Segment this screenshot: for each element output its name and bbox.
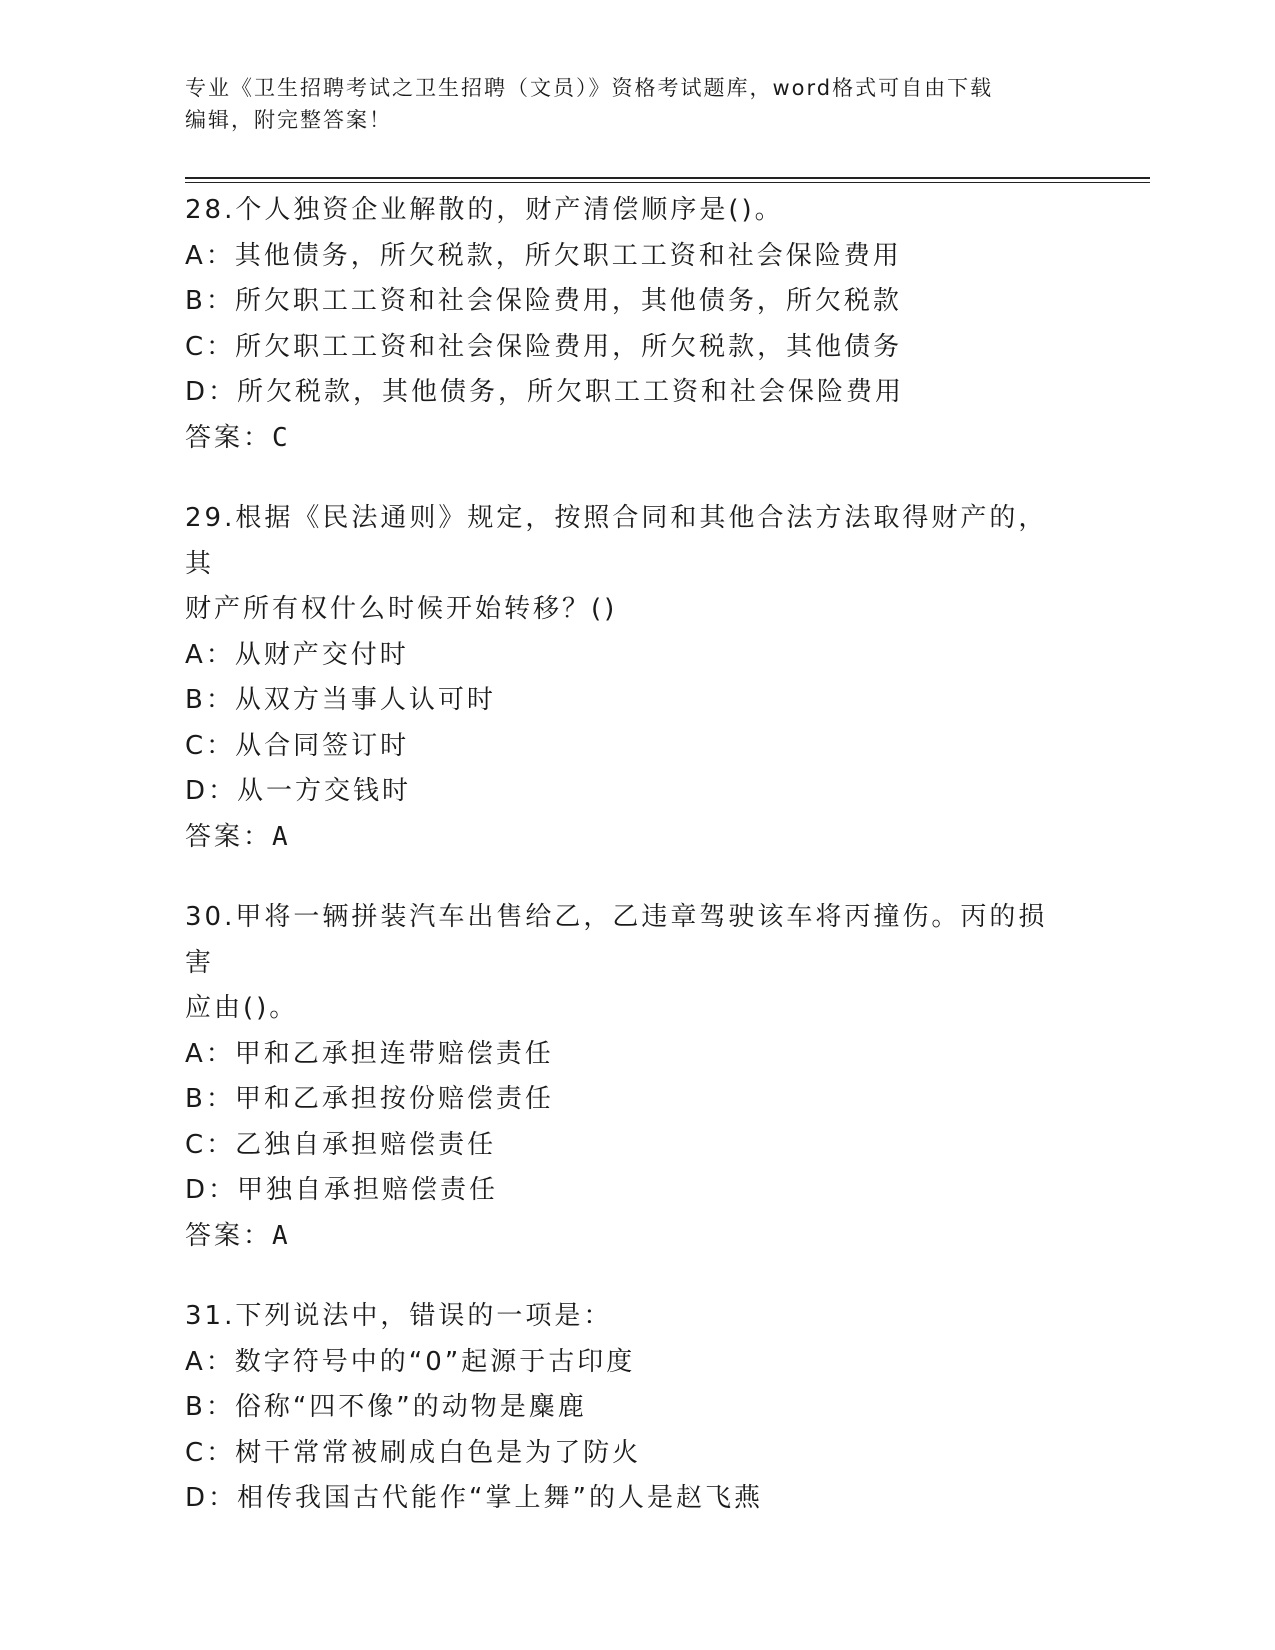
header-divider-thick — [185, 177, 1150, 179]
question-stem-line-2: 财产所有权什么时候开始转移？() — [185, 594, 618, 624]
question-stem-line-1: 29.根据《民法通则》规定，按照合同和其他合法方法取得财产的，其 — [185, 503, 1048, 579]
question-list — [185, 188, 1085, 1557]
option-d: D：甲独自承担赔偿责任 — [185, 1175, 499, 1205]
answer-value: A — [272, 1220, 291, 1251]
option-a: A：其他债务，所欠税款，所欠职工工资和社会保险费用 — [185, 240, 902, 271]
option-b: B：甲和乙承担按份赔偿责任 — [185, 1084, 554, 1114]
option-d: D：相传我国古代能作“掌上舞”的人是赵飞燕 — [185, 1483, 763, 1513]
option-d: D：从一方交钱时 — [185, 776, 412, 806]
answer-label: 答案： — [185, 1220, 273, 1251]
question-stem: 31.下列说法中，错误的一项是： — [185, 1301, 613, 1331]
option-a: A：从财产交付时 — [185, 639, 409, 670]
question-29 — [185, 496, 1085, 860]
question-31 — [185, 1294, 1085, 1522]
header-line-1: 专业《卫生招聘考试之卫生招聘（文员）》资格考试题库，word格式可自由下载 — [185, 76, 994, 100]
option-b: B：从双方当事人认可时 — [185, 685, 496, 715]
question-30 — [185, 895, 1085, 1259]
question-28 — [185, 188, 1085, 461]
answer-line — [185, 416, 1085, 462]
question-stem-line-2: 应由()。 — [185, 993, 299, 1023]
option-c: C：从合同签订时 — [185, 730, 410, 761]
option-c: C：树干常常被刷成白色是为了防火 — [185, 1437, 642, 1468]
header-line-2: 编辑，附完整答案！ — [185, 108, 392, 132]
question-stem: 28.个人独资企业解散的，财产清偿顺序是()。 — [185, 195, 784, 225]
header-divider-thin — [185, 182, 1150, 183]
answer-line — [185, 815, 1085, 861]
answer-label: 答案： — [185, 422, 273, 453]
answer-line — [185, 1214, 1085, 1260]
document-header — [185, 72, 1065, 136]
option-c: C：所欠职工工资和社会保险费用，所欠税款，其他债务 — [185, 331, 903, 362]
answer-value: C — [272, 422, 291, 453]
answer-value: A — [272, 821, 291, 852]
option-c: C：乙独自承担赔偿责任 — [185, 1129, 497, 1160]
option-b: B：俗称“四不像”的动物是麋鹿 — [185, 1392, 587, 1422]
option-b: B：所欠职工工资和社会保险费用，其他债务，所欠税款 — [185, 286, 902, 316]
answer-label: 答案： — [185, 821, 273, 852]
option-a: A：甲和乙承担连带赔偿责任 — [185, 1038, 554, 1069]
option-d: D：所欠税款，其他债务，所欠职工工资和社会保险费用 — [185, 377, 905, 407]
question-stem-line-1: 30.甲将一辆拼装汽车出售给乙，乙违章驾驶该车将丙撞伤。丙的损害 — [185, 902, 1048, 978]
option-a: A：数字符号中的“0”起源于古印度 — [185, 1346, 636, 1377]
